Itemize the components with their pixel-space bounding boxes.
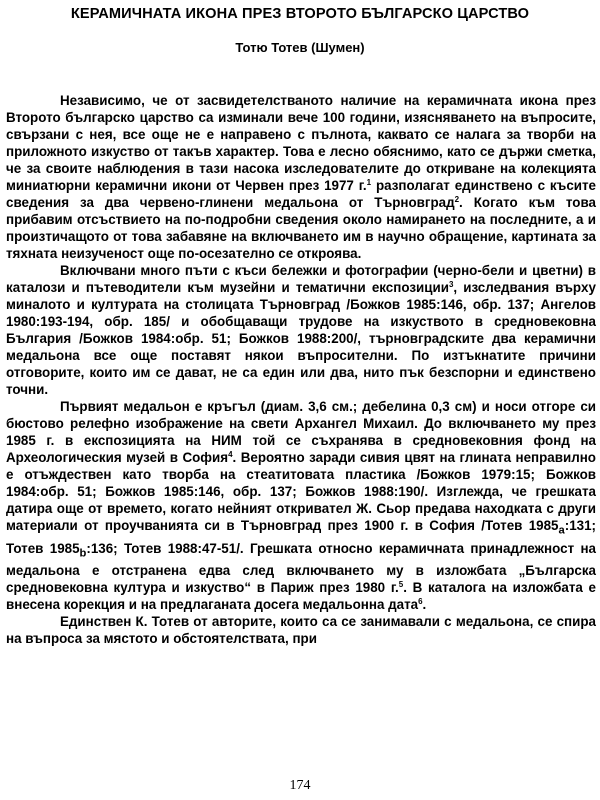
article-author: Тотю Тотев (Шумен) (235, 40, 365, 55)
paragraph-4 (6, 613, 596, 647)
paragraph-3-text-c: :131; Тотев 1985 (6, 518, 596, 556)
footnote-ref-5: 5 (398, 580, 404, 590)
footnote-ref-4: 4 (228, 450, 233, 459)
paragraph-3-text-b: . Вероятно заради сивия цвят на глината неправилно е отъждествен като творба на стеатитовата пластика /Божков 1979:15; Божков 1984:обр. 51; Божков 1985:146, обр. 137; Божков 1988:190/. Изглежда, че грешката датира още от времето, когато нейният откривател Ж. Сьор предава находката с други материали от проучванията си в Търновград през 1900 г. в София /Тотев 1985 (6, 450, 596, 533)
paragraph-1-text-c: . Когато към това прибавим отсъствието на по-подробни сведения около намирането на последните, а и произтичащото от това забавяне на включването им в научно обращение, картината за тяхната неизученост още по-осезателно се откроява. (6, 195, 596, 261)
page-number: 174 (289, 778, 311, 793)
paragraph-1 (6, 92, 596, 262)
paragraph-2 (6, 262, 596, 398)
footnote-ref-1: 1 (366, 178, 372, 187)
article-body (6, 92, 596, 647)
paragraph-3-text-f: . (422, 597, 427, 613)
paragraph-3-text-d: :136; Тотев 1988:47-51/. Грешката относно керамичната принадлежност на медальона е отстранена едва след включването му в изложбата „Българска средновековна култура и изкуство“ в Париж през 1980 г. (6, 540, 596, 596)
paragraph-1-text-b: разполагат единствено с късите сведения за два червено-глинени медальона от Търновград (6, 178, 596, 210)
paragraph-2-text-a: Включвани много пъти с къси бележки и фотографии (черно-бели и цветни) в каталози и пътеводители към музейни и тематични експозиции (6, 263, 596, 295)
paragraph-2-text-b: , изследвания върху миналото и културата на столицата Търновград /Божков 1985:146, обр. 137; Ангелов 1980:193-194, обр. 185/ и обобщаващи трудове на изкуството в средновековна България /Божков 1984:обр. 51; Божков 1988:200/, търновградските два керамични медальона все още поставят някои въпросителни. По изтъкнатите причини отговорите, които им се дават, не са един или два, нито пък безспорни и единствено точни. (6, 280, 596, 397)
paragraph-4-text-a: Единствен К. Тотев от авторите, които са се занимавали с медальона, се спира на въпроса за мястото и обстоятелствата, при (6, 614, 596, 647)
paragraph-3 (6, 398, 596, 613)
footnote-ref-2: 2 (454, 195, 460, 204)
paragraph-1-text-a: Независимо, че от засвидетелстваното наличие на керамичната икона през Второто българско царство са изминали вече 100 години, изясняването на въпросите, свързани с нея, все още не е направено с пълнота, каквато се налага за творби на приложното изкуство от такъв характер. Това е лесно обяснимо, като се държи сметка, че за своите наблюдения в тази насока изследователите до откриване на колекцията миниатюрни керамични икони от Червен през 1977 г. (6, 93, 596, 193)
paragraph-3-text-a: Първият медальон е кръгъл (диам. 3,6 см.; дебелина 0,3 см) и носи отгоре си бюстово релефно изображение на свети Архангел Михаил. До включването му през 1985 г. в експозицията на НИМ той се съхранява в средновековния фонд на Археологическия музей в София (6, 399, 596, 465)
paragraph-3-text-e: . В каталога на изложбата е внесена корекция и на предлаганата досега медальонна дата (6, 580, 596, 613)
footnote-ref-6: 6 (418, 597, 423, 607)
article-title: КЕРАМИЧНАТА ИКОНА ПРЕЗ ВТОРОТО БЪЛГАРСКО ЦАРСТВО (70, 6, 530, 22)
footnote-ref-3: 3 (448, 280, 454, 289)
subscript-a: a (558, 524, 565, 537)
subscript-b: b (79, 547, 87, 560)
